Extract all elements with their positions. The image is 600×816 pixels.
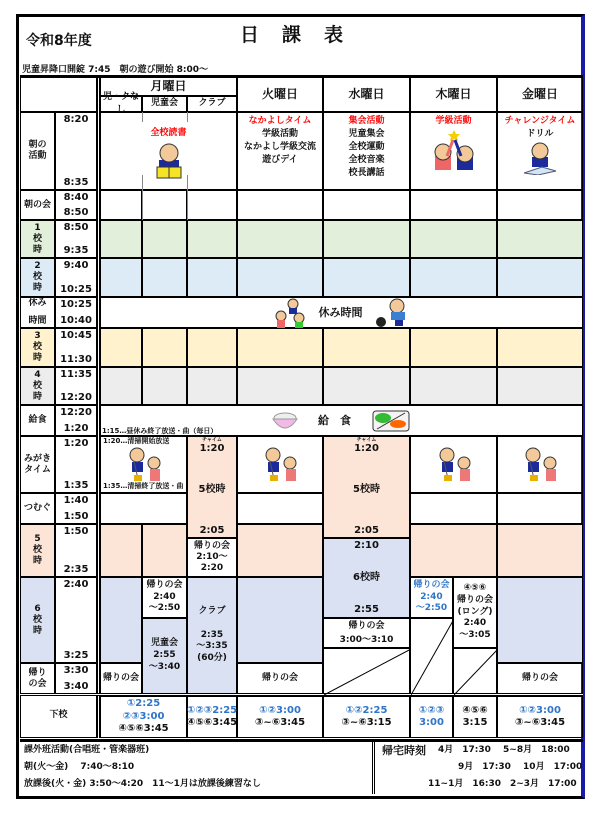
day-header-mon: 月曜日 [100,77,237,96]
end-time: 1:20 [63,423,89,434]
timetable-cell [323,328,410,367]
end-time: 9:35 [63,245,89,256]
timetable-cell [410,220,497,258]
timetable-cell [142,220,187,258]
start-time: 8:20 [63,114,89,125]
break-time-label: 休み時間 [318,305,363,319]
chime-label: チャイム [202,437,222,443]
diagonal-slash [411,619,454,695]
timetable-cell [497,367,583,405]
morning-thu-title: 学級活動 [435,116,472,126]
divider [20,75,583,78]
mon-subcol-line [142,190,143,220]
period-time [55,436,97,493]
timetable-cell [497,328,583,367]
period-label-dismissal: 下校 [20,694,97,738]
mon-subcol-line [142,175,143,190]
p5-end-time: 2:05 [354,525,379,536]
cleaning-image [124,447,164,483]
chime-label: チャイム [356,437,377,443]
dismissal-time: ④⑤⑥3:45 [118,723,169,735]
mon-tsumugu [100,493,187,524]
mon-subcol-line [187,112,188,122]
end-time: 8:50 [63,207,89,218]
period-label: 5 校 時 [20,524,55,577]
thu-p5 [410,524,497,577]
rice-bowl-icon [272,411,298,431]
morning-tue [237,112,323,190]
period-label: 6 校 時 [20,577,55,663]
p5-label: 5校時 [353,484,380,495]
dismissal-thu-b [453,696,497,738]
period-label: 朝の会 [20,190,55,220]
dismissal-time: ④⑤⑥3:45 [186,717,238,728]
tue-cleaning-cell [237,436,323,493]
day-header-fri: 金曜日 [497,77,583,112]
wed-homeroom: 帰りの会 3:00～3:10 [323,618,410,648]
cleaning-end-note: 1:35…清掃終了放送・曲 [103,482,184,491]
tue-p6 [237,577,323,663]
fri-homeroom: 帰りの会 [497,663,583,694]
dismissal-time: ①2:25 [126,698,161,710]
mon-council: 児童会 2:55 ～3:40 [142,618,187,694]
start-time: 10:25 [60,299,92,310]
timetable-cell [100,328,142,367]
fri-cleaning-cell [497,436,583,493]
start-time: 9:40 [63,260,89,271]
start-time: 2:40 [63,579,89,590]
morning-wed-title: 集会活動 [348,116,385,126]
end-time: 1:35 [63,480,89,491]
timetable-cell [100,220,142,258]
club-after: 放課後(火・金) 3:50～4:20 11～1月は放課後練習なし [24,779,261,789]
diagonal-slash [454,649,498,695]
dismissal-mon-club [187,696,237,738]
timetable-cell [237,328,323,367]
mon-p6-a [100,577,142,663]
period-time [55,367,97,405]
tue-homeroom: 帰りの会 [237,663,323,694]
timetable-cell [237,258,323,297]
day-header-tue: 火曜日 [237,77,323,112]
mon-p5-b [142,524,187,577]
dismissal-time: ②③3:00 [122,710,165,722]
diagonal-slash [324,649,411,695]
high-five-icon [431,128,477,170]
timetable-cell [100,258,142,297]
day-header-thu: 木曜日 [410,77,497,112]
morning-meeting-mon [100,190,237,220]
dismissal-tue [237,696,323,738]
period-time [55,405,97,436]
thu-empty-b [453,648,497,694]
start-time: 1:20 [63,438,89,449]
end-time: 11:30 [60,354,92,365]
mon-club: クラブ 2:35 ～3:35 (60分) [187,577,237,694]
club-title: 課外班活動(合唱班・管楽器班) [24,745,150,755]
dismissal-time: ①②2:25 [345,704,388,716]
cleaning-children-icon [260,447,300,483]
period-label: つむぐ [20,493,55,524]
dismissal-time: ①②③ 3:00 [418,704,445,728]
period-label: 休み 時間 [20,297,55,328]
period-label: 帰り の会 [20,663,55,694]
period-time [55,328,97,367]
period-time [55,258,97,297]
start-time: 8:50 [63,222,89,233]
mon-morning-cell [100,112,237,190]
dismissal-thu-a [410,696,453,738]
wed-empty-cell [323,648,410,694]
dismissal-time: ①②3:00 [259,704,301,716]
p5-start [354,437,379,455]
timetable-cell [142,328,187,367]
mon-council-homeroom: 帰りの会 2:40 ～2:50 [142,577,187,618]
morning-meeting-cell [237,190,323,220]
timetable-cell [497,220,583,258]
mon-subcol-line [187,190,188,220]
fri-p5 [497,524,583,577]
tue-p5 [237,524,323,577]
studying-child-icon [522,141,558,175]
mon-subheader-1: 児童会 [142,96,187,112]
start-time: 3:30 [63,665,89,676]
period-time [55,663,97,694]
period-time [55,524,97,577]
start-time: 11:35 [60,369,92,380]
start-time: 8:40 [63,192,89,203]
end-time: 8:35 [63,177,89,188]
dismissal-mon-a [100,696,187,738]
home-time-title: 帰宅時刻 [382,744,426,757]
p6-label: 6校時 [353,571,380,583]
p5-start [200,437,225,455]
dismissal-time: ③~⑥3:15 [341,717,392,728]
reading-child-icon [151,140,187,180]
wed-p5-block [323,436,410,538]
period-label: 4 校 時 [20,367,55,405]
p5-label: 5校時 [198,484,226,495]
timetable-cell [323,367,410,405]
timetable-cell [100,367,142,405]
mon-p5-a [100,524,142,577]
mon-subcol-line [187,175,188,190]
timetable-cell [323,220,410,258]
home-time-line: 11~1月 16:30 2~3月 17:00 [428,779,577,789]
end-time: 1:50 [63,511,89,522]
opening-notice: 児童昇降口開錠 7:45 朝の遊び開始 8:00～ [22,65,209,75]
morning-tue-title: なかよしタイム [248,116,312,126]
start-time: 12:20 [60,407,92,418]
mon-homeroom: 帰りの会 [100,663,142,694]
morning-meeting-cell [497,190,583,220]
timetable-cell [410,258,497,297]
dismissal-time: ①②3:00 [519,704,561,716]
timetable-cell [410,328,497,367]
morning-wed [323,112,410,190]
end-time: 10:25 [60,284,92,295]
timetable-cell [142,367,187,405]
break-time-cell [100,297,583,328]
home-time-line: 4月 17:30 5~8月 18:00 [438,745,570,755]
mon-club-p5-block [187,436,237,538]
timetable-cell [323,258,410,297]
period-time [55,297,97,328]
period-time [55,577,97,663]
morning-fri-title: チャレンジタイム [504,116,576,126]
period-time [55,190,97,220]
period-time [55,220,97,258]
home-time-info [378,742,583,794]
timetable-cell [497,258,583,297]
p5-end-time: 2:05 [199,525,225,536]
timetable-cell [237,220,323,258]
morning-tue-items: 学級活動 なかよし学級交流 遊びデイ [243,129,316,166]
p5-start-time: 1:20 [199,443,225,454]
mon-club-homeroom: 帰りの会 2:10～ 2:20 [187,538,237,577]
school-year: 令和8年度 [26,33,92,49]
end-time: 10:40 [60,315,92,326]
start-time: 10:45 [60,330,92,341]
thu-homeroom-b: ④⑤⑥ 帰りの会 (ロング) 2:40 ～3:05 [453,577,497,648]
dismissal-time: ③~⑥3:45 [514,717,566,728]
dismissal-time: ③~⑥3:45 [254,717,306,728]
morning-wed-items: 児童集会 全校運動 全校音楽 校長講話 [348,129,385,179]
end-time: 2:35 [63,564,89,575]
thu-tsumugu [410,493,497,524]
club-activity-info [20,742,375,794]
start-time: 1:40 [63,495,89,506]
period-label: みがき タイム [20,436,55,493]
end-time: 3:25 [63,650,89,661]
fri-p6 [497,577,583,663]
dismissal-fri [497,696,583,738]
timetable-cell [142,258,187,297]
timetable-cell [410,367,497,405]
mon-subheader-2: クラブ [187,96,237,112]
timetable-cell [237,367,323,405]
morning-fri [497,112,583,190]
header-blank [20,77,97,112]
dismissal-time: ①②③2:25 [186,704,238,716]
morning-meeting-cell [323,190,410,220]
dismissal-time: ④⑤⑥ 3:15 [462,704,488,728]
thu-homeroom-a: 帰りの会 2:40 ～2:50 [410,577,453,618]
period-time [55,112,97,190]
cleaning-children-icon [520,447,560,483]
mon-subcol-line [142,112,143,122]
lunch-bell-note: 1:15…昼休み終了放送・曲（毎日） [102,427,218,435]
period-time [55,493,97,524]
mon-cleaning-cell [100,436,187,493]
p6-end-time: 2:55 [354,603,379,615]
timetable-cell [187,367,237,405]
thu-cleaning-cell [410,436,497,493]
dismissal-wed [323,696,410,738]
mon-subheader-0: 児・クなし [100,96,142,112]
end-time: 12:20 [60,392,92,403]
wed-p6 [323,538,410,618]
end-time: 3:40 [63,681,89,692]
soccer-child-icon [375,298,411,328]
p5-start-time: 1:20 [354,443,379,454]
timetable-cell [187,220,237,258]
lunch-label: 給 食 [318,413,351,427]
home-time-line: 9月 17:30 10月 17:00 [458,762,583,772]
tue-tsumugu [237,493,323,524]
day-header-wed: 水曜日 [323,77,410,112]
lunch-tray-icon [371,409,411,433]
thu-empty-a [410,618,453,694]
fri-tsumugu [497,493,583,524]
start-time: 1:50 [63,526,89,537]
period-label: 給食 [20,405,55,436]
p6-start-time: 2:10 [354,540,379,551]
morning-meeting-cell [410,190,497,220]
period-label: 2 校 時 [20,258,55,297]
playing-children-icon [273,298,307,328]
period-label: 3 校 時 [20,328,55,367]
cleaning-start-note: 1:20…清掃開始放送 [103,437,170,445]
club-morning: 朝(火～金) 7:40～8:10 [24,762,135,772]
cleaning-children-icon [124,447,164,483]
morning-fri-items: ドリル [526,129,554,140]
cleaning-children-icon [434,447,474,483]
morning-thu [410,112,497,190]
period-label: 1 校 時 [20,220,55,258]
timetable-cell [187,328,237,367]
page-title: 日 課 表 [240,24,346,46]
timetable-cell [187,258,237,297]
morning-mon-title: 全校読書 [150,128,187,138]
period-label: 朝の 活動 [20,112,55,190]
